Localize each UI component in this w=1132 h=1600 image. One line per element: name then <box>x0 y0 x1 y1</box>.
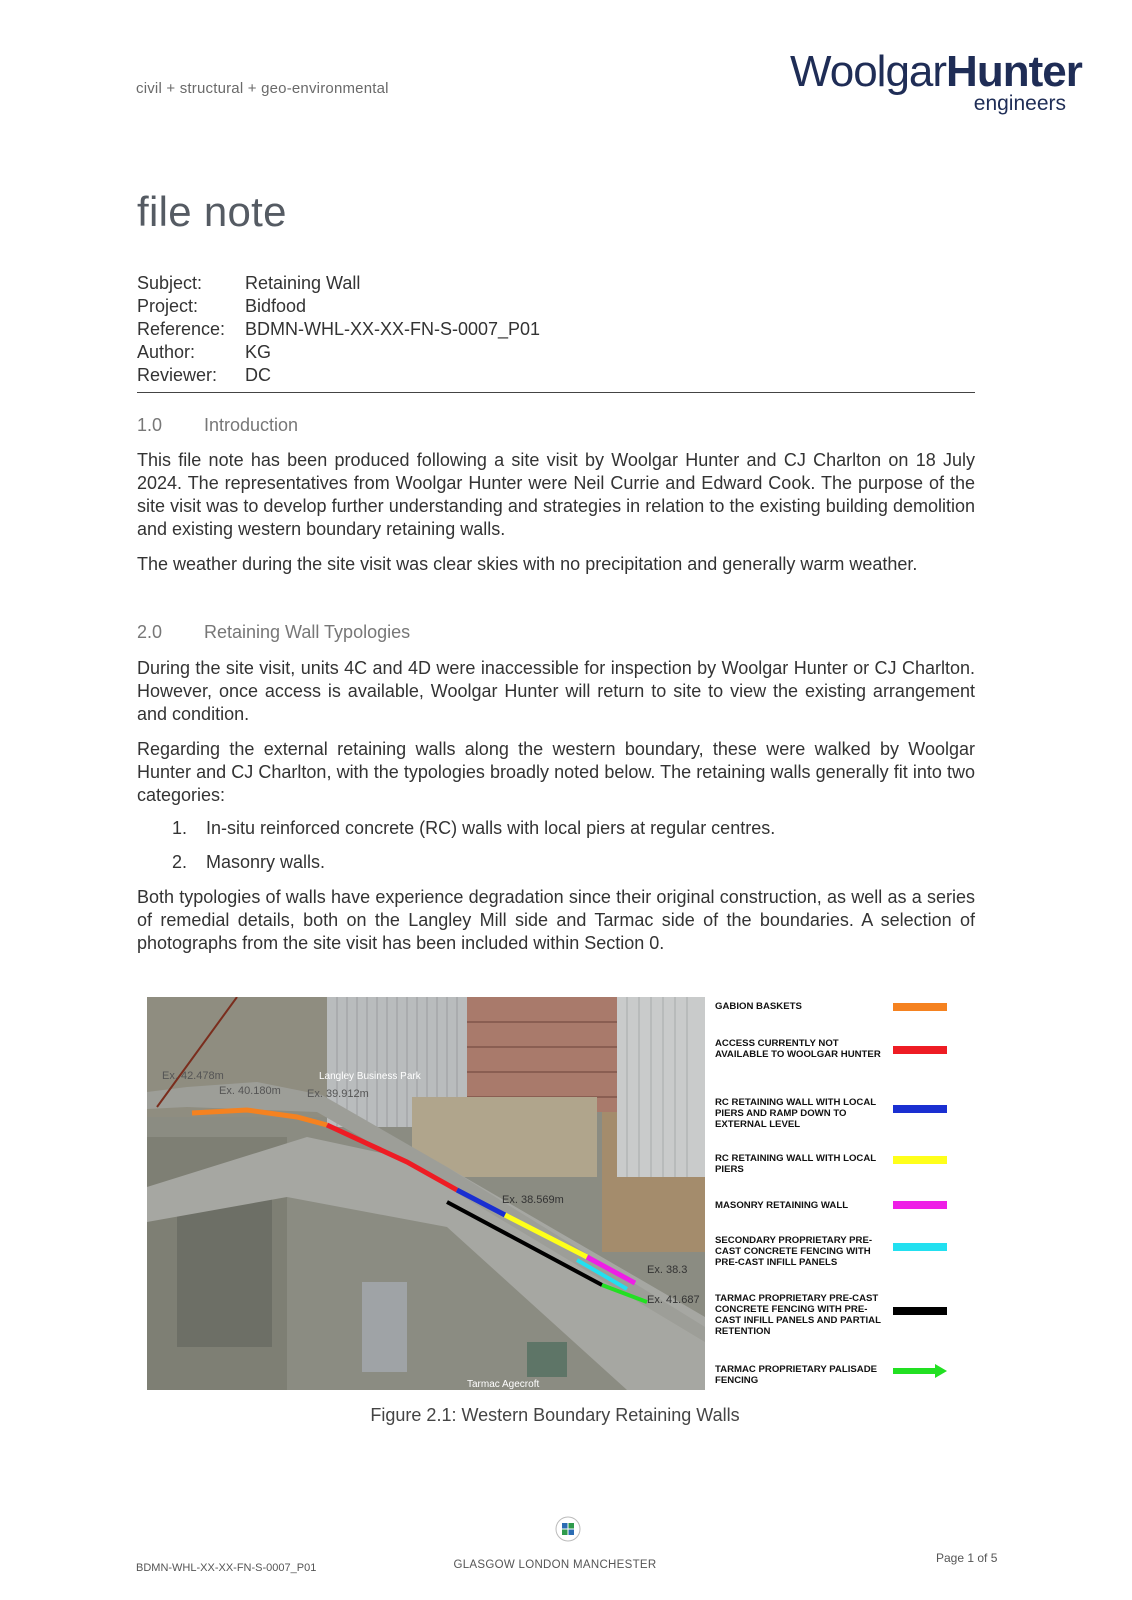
meta-key: Subject: <box>137 273 203 293</box>
map-legend <box>715 997 969 1390</box>
page-title: file note <box>137 188 287 235</box>
meta-value: KG <box>245 342 272 362</box>
aerial-map <box>147 997 705 1390</box>
list-number: 1. <box>172 818 188 838</box>
paragraph: Both typologies of walls have experience degradation since their original construction, as well as a series of remedial details, both on the Langley Mill side and Tarmac side of the boundaries. A selection of photographs from the site visit has been included within Section 0. <box>137 887 975 953</box>
legend-swatch <box>893 1307 947 1315</box>
legend-swatch <box>893 1201 947 1209</box>
arrow-icon <box>893 1364 947 1378</box>
meta-key: Reviewer: <box>137 365 218 385</box>
company-tagline: civil + structural + geo-environmental <box>136 80 389 97</box>
page-number: Page 1 of 5 <box>936 1551 998 1565</box>
legend-swatch <box>893 1046 947 1054</box>
legend-label: MASONRY RETAINING WALL <box>715 1200 849 1211</box>
section-title: Retaining Wall Typologies <box>204 622 411 642</box>
list-number: 2. <box>172 852 188 872</box>
section-heading-typologies <box>137 622 410 643</box>
paragraph: The weather during the site visit was clear skies with no precipitation and generally warm weather. <box>137 554 918 574</box>
meta-row-reference <box>137 318 540 341</box>
map-label-level: Ex. 38.3 <box>647 1264 688 1276</box>
legend-label: GABION BASKETS <box>715 1001 802 1012</box>
meta-row-project <box>137 295 540 318</box>
accreditation-badge-icon <box>555 1516 581 1542</box>
logo-word-hunter: Hunter <box>946 47 1082 96</box>
logo-word-woolgar: Woolgar <box>790 47 947 96</box>
meta-value: Bidfood <box>245 296 307 316</box>
footer-reference: BDMN-WHL-XX-XX-FN-S-0007_P01 <box>136 1562 317 1574</box>
figure-western-boundary <box>147 997 969 1390</box>
legend-swatch <box>893 1003 947 1011</box>
list-item <box>172 818 775 852</box>
meta-value: BDMN-WHL-XX-XX-FN-S-0007_P01 <box>245 319 541 339</box>
list-item <box>172 852 775 886</box>
meta-value: DC <box>245 365 271 385</box>
map-label-level: Ex. 38.569m <box>502 1194 564 1206</box>
logo-subtitle: engineers <box>973 92 1066 115</box>
document-metadata <box>137 272 540 387</box>
meta-key: Author: <box>137 342 196 362</box>
section-number: 2.0 <box>137 622 163 642</box>
legend-label: ACCESS CURRENTLY NOT AVAILABLE TO WOOLGAR HUNTER <box>715 1038 881 1060</box>
section-title: Introduction <box>204 415 299 435</box>
meta-key: Project: <box>137 296 199 316</box>
list-text: Masonry walls. <box>206 852 326 872</box>
legend-swatch <box>893 1156 947 1164</box>
header-divider <box>137 392 975 393</box>
typology-list <box>172 818 775 886</box>
map-label-level: Ex. 41.687 <box>647 1294 700 1306</box>
meta-key: Reference: <box>137 319 226 339</box>
map-label-business-park: Langley Business Park <box>319 1071 421 1082</box>
footer-offices: GLASGOW LONDON MANCHESTER <box>453 1559 657 1571</box>
legend-label: RC RETAINING WALL WITH LOCAL PIERS AND RAMP DOWN TO EXTERNAL LEVEL <box>715 1097 876 1130</box>
paragraph: Regarding the external retaining walls along the western boundary, these were walked by Woolgar Hunter and CJ Charlton, with the typologies broadly noted below. The retaining walls generally fit into two categories: <box>137 739 975 805</box>
legend-swatch <box>893 1105 947 1113</box>
list-text: In-situ reinforced concrete (RC) walls with local piers at regular centres. <box>206 818 776 838</box>
legend-label: RC RETAINING WALL WITH LOCAL PIERS <box>715 1153 876 1175</box>
map-label-tarmac: Tarmac Agecroft <box>467 1379 540 1390</box>
legend-label: TARMAC PROPRIETARY PALISADE FENCING <box>715 1364 878 1386</box>
section-heading-introduction <box>137 415 298 436</box>
map-label-level: Ex. 39.912m <box>307 1088 369 1100</box>
paragraph: This file note has been produced following a site visit by Woolgar Hunter and CJ Charlton on 18 July 2024. The representatives from Woolgar Hunter were Neil Currie and Edward Cook. The purpose of the site visit was to develop further understanding and strategies in relation to the existing building demolition and existing western boundary retaining walls. <box>137 450 975 539</box>
legend-label: TARMAC PROPRIETARY PRE-CAST CONCRETE FENCING WITH PRE-CAST INFILL PANELS AND PARTIAL RETENTION <box>715 1293 881 1337</box>
meta-row-reviewer <box>137 364 540 387</box>
company-logo <box>790 47 1090 116</box>
map-label-level: Ex. 40.180m <box>219 1085 281 1097</box>
legend-swatch <box>893 1243 947 1251</box>
paragraph: During the site visit, units 4C and 4D were inaccessible for inspection by Woolgar Hunter or CJ Charlton. However, once access is available, Woolgar Hunter will return to site to view the existing arrangement and condition. <box>137 658 975 724</box>
meta-row-author <box>137 341 540 364</box>
meta-value: Retaining Wall <box>245 273 361 293</box>
section-number: 1.0 <box>137 415 163 435</box>
figure-caption: Figure 2.1: Western Boundary Retaining Walls <box>370 1405 740 1425</box>
meta-row-subject <box>137 272 540 295</box>
map-label-level: Ex. 42.478m <box>162 1070 224 1082</box>
legend-label: SECONDARY PROPRIETARY PRE-CAST CONCRETE FENCING WITH PRE-CAST INFILL PANELS <box>715 1235 873 1268</box>
